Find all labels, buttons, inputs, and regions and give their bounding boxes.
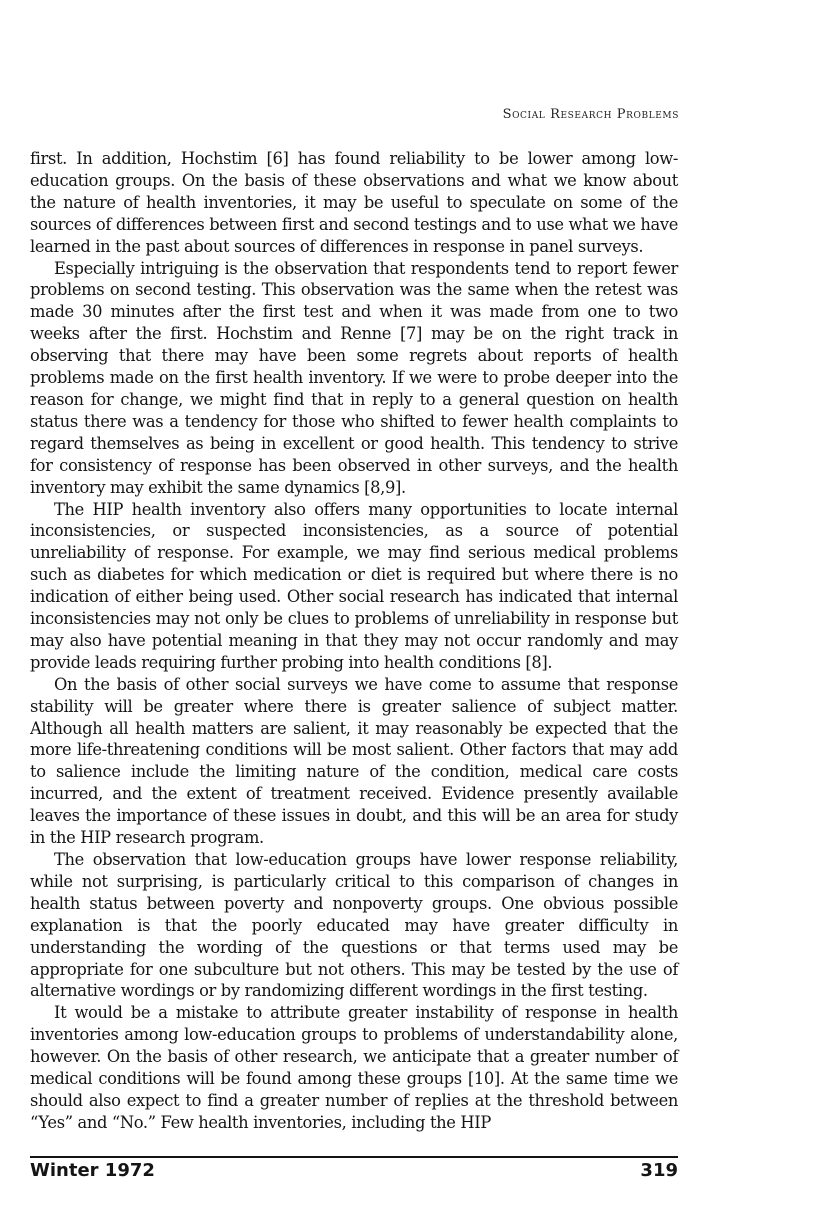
article-body — [30, 148, 678, 1134]
paragraph: It would be a mistake to attribute greater instability of response in health inventories among low-education groups to problems of understandability alone, however. On the basis of other research, we anticipate that a greater number of medical conditions will be found among these groups [10]. At the same time we should also expect to find a greater number of replies at the threshold between “Yes” and “No.” Few health inventories, including the HIP — [30, 1003, 678, 1132]
paragraph: first. In addition, Hochstim [6] has found reliability to be lower among low-education groups. On the basis of these observations and what we know about the nature of health inventories, it may be useful to speculate on some of the sources of differences between first and second testings and to use what we have learned in the past about sources of differences in response in panel surveys. — [30, 149, 678, 256]
paragraph: The observation that low-education groups have lower response reliability, while not surprising, is particularly critical to this comparison of changes in health status between poverty and nonpoverty groups. One obvious possible explanation is that the poorly educated may have greater difficulty in understanding the wording of the questions or that terms used may be appropriate for one subculture but not others. This may be tested by the use of alternative wordings or by randomizing different wordings in the first testing. — [30, 850, 678, 1001]
paragraph: On the basis of other social surveys we have come to assume that response stability will be greater where there is greater salience of subject matter. Although all health matters are salient, it may reasonably be expected that the more life-threatening conditions will be most salient. Other factors that may add to salience include the limiting nature of the condition, medical care costs incurred, and the extent of treatment received. Evidence presently available leaves the importance of these issues in doubt, and this will be an area for study in the HIP research program. — [30, 674, 678, 848]
page-number: 319 — [640, 1160, 678, 1181]
paragraph: The HIP health inventory also offers many opportunities to locate internal inconsistencies, or suspected inconsistencies, as a source of potential unreliability of response. For example, we may find serious medical problems such as diabetes for which medication or diet is required but where there is no indication of either being used. Other social research has indicated that internal inconsistencies may not only be clues to problems of unreliability in response but may also have potential meaning in that they may not occur randomly and may provide leads requiring further probing into health conditions [8]. — [30, 499, 678, 672]
paragraph: Especially intriguing is the observation that respondents tend to report fewer problems on second testing. This observation was the same when the retest was made 30 minutes after the first test and when it was made from one to two weeks after the first. Hochstim and Renne [7] may be on the right track in observing that there may have been some regrets about reports of health problems made on the first health inventory. If we were to probe deeper into the reason for change, we might find that in reply to a general question on health status there was a tendency for those who shifted to fewer health complaints to regard themselves as being in excellent or good health. This tendency to strive for consistency of response has been observed in other surveys, and the health inventory may exhibit the same dynamics [8,9]. — [30, 258, 678, 497]
footer-issue: Winter 1972 — [30, 1160, 155, 1181]
footer-rule — [30, 1156, 678, 1158]
running-head: Social Research Problems — [502, 107, 679, 122]
